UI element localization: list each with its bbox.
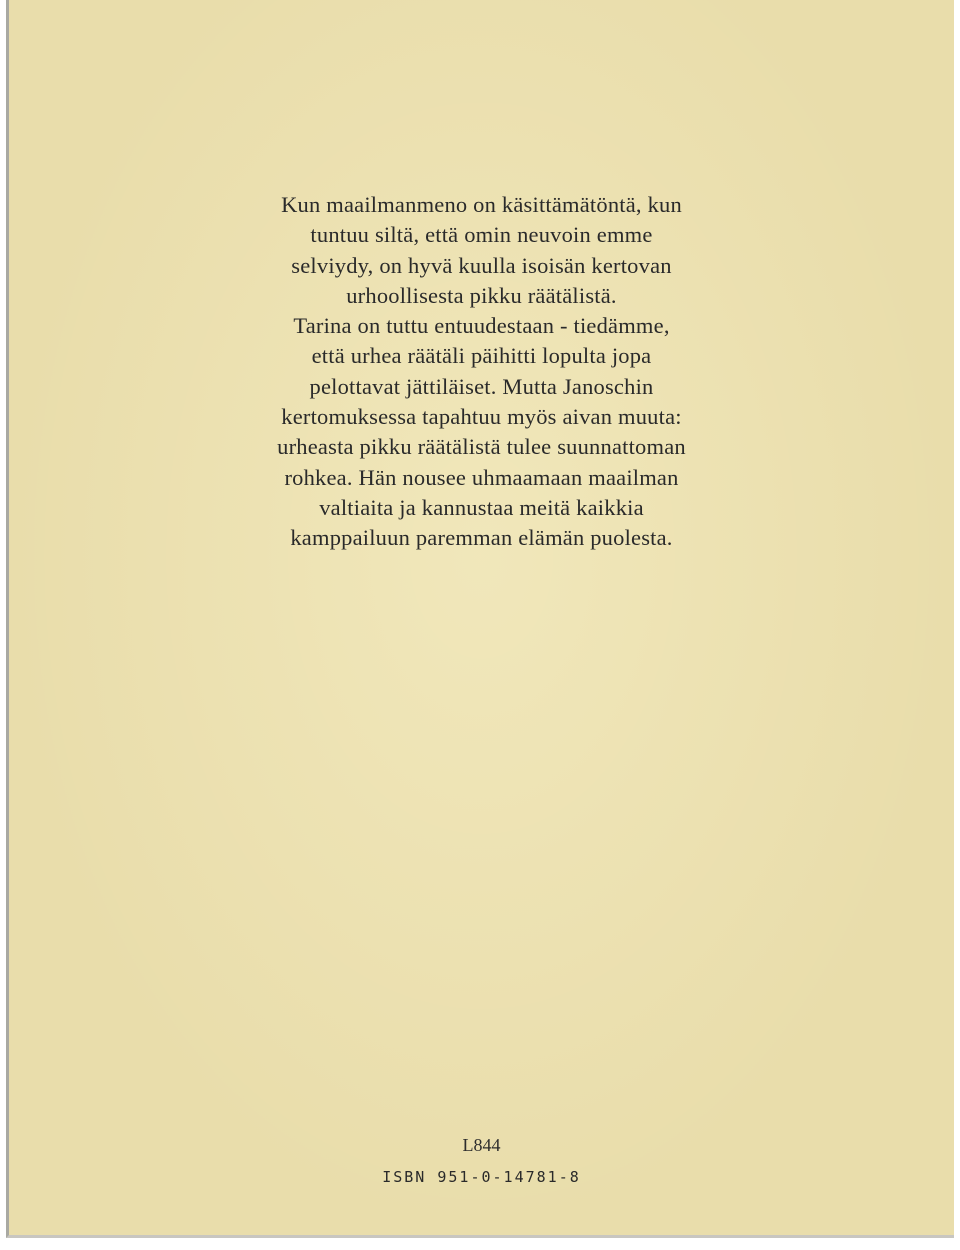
back-cover-blurb — [9, 190, 954, 554]
blurb-line: rohkea. Hän nousee uhmaamaan maailman — [284, 464, 679, 490]
blurb-line: Tarina on tuttu entuudestaan - tiedämme, — [293, 313, 670, 339]
blurb-line: tuntuu siltä, että omin neuvoin emme — [310, 222, 653, 248]
blurb-line: urhoollisesta pikku räätälistä. — [346, 282, 617, 308]
blurb-line: kamppailuun paremman elämän puolesta. — [290, 525, 673, 551]
blurb-line: selviydy, on hyvä kuulla isoisän kertovan — [291, 252, 672, 278]
blurb-line: että urhea räätäli päihitti lopulta jopa — [311, 343, 652, 369]
catalog-code: L844 — [462, 1135, 501, 1155]
blurb-line: pelottavat jättiläiset. Mutta Janoschin — [309, 373, 654, 399]
book-back-cover — [6, 0, 954, 1238]
blurb-line: valtiaita ja kannustaa meitä kaikkia — [319, 494, 644, 520]
blurb-line: kertomuksessa tapahtuu myös aivan muuta: — [281, 404, 682, 430]
isbn-number: ISBN 951-0-14781-8 — [382, 1168, 581, 1186]
blurb-line: urheasta pikku räätälistä tulee suunnattoman — [277, 434, 686, 460]
blurb-line: Kun maailmanmeno on käsittämätöntä, kun — [281, 192, 682, 217]
